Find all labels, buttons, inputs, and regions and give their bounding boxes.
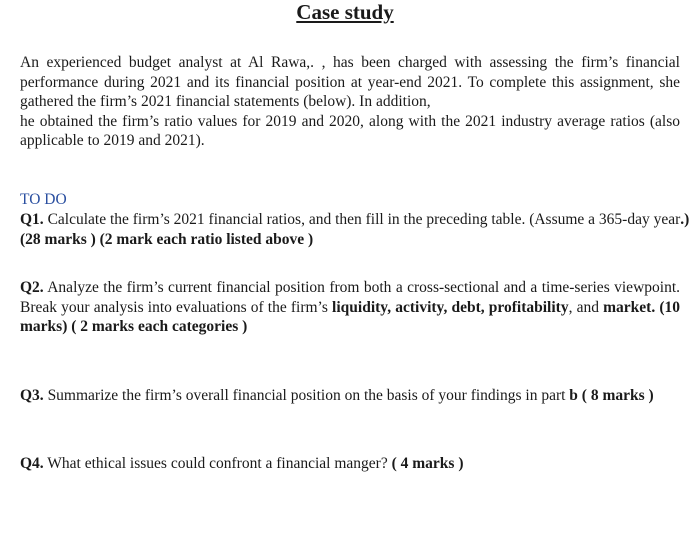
question-3-number: Q3. [20, 387, 44, 404]
question-2 [20, 278, 680, 337]
question-4 [20, 454, 680, 474]
question-2-text: Analyze the firm’s current financial position from both a cross-sectional and a time-series viewpoint. Break your analysis into evaluations of the firm’s [20, 279, 680, 316]
question-1-number: Q1. [20, 211, 44, 228]
question-2-marks: . (10 marks) ( 2 marks each categories ) [20, 298, 681, 335]
question-1-marks: .) (28 marks ) (2 mark each ratio listed above ) [20, 211, 690, 248]
question-4-number: Q4. [20, 455, 44, 472]
category-sep-2: , [443, 298, 452, 316]
question-3-text: Summarize the firm’s overall financial position on the basis of your findings in part [43, 387, 570, 404]
page-title: Case study [296, 0, 394, 24]
category-liquidity: liquidity [332, 298, 388, 316]
todo-heading: TO DO [20, 191, 67, 208]
category-debt: debt [451, 298, 481, 316]
question-3-marks: b ( 8 marks ) [569, 387, 654, 404]
question-2-number: Q2. [20, 279, 44, 296]
intro-paragraph [20, 53, 680, 151]
question-1-text: Calculate the firm’s 2021 financial ratios, and then fill in the preceding table. (Assume a 365-day year [43, 211, 681, 228]
question-1 [20, 210, 696, 249]
intro-line-1: An experienced budget analyst at Al Rawa,. , has been charged with assessing the firm’s financial performance during 2021 and its financial position at year-end 2021. To complete this assignment, she gathered the firm’s 2021 financial statements (below). In addition, [20, 54, 680, 110]
category-sep-4: , and [568, 298, 604, 316]
category-sep-1: , [387, 298, 396, 316]
category-sep-3: , [480, 298, 489, 316]
question-3 [20, 386, 696, 406]
intro-line-2: he obtained the firm’s ratio values for 2019 and 2020, along with the 2021 industry average ratios (also applicable to 2019 and 2021). [20, 112, 680, 149]
question-4-text: What ethical issues could confront a financial manger? [43, 455, 392, 472]
category-activity: activity [395, 298, 444, 316]
category-market: market [603, 298, 652, 316]
question-4-marks: ( 4 marks ) [391, 455, 464, 472]
category-profitability: profitability [488, 298, 569, 316]
